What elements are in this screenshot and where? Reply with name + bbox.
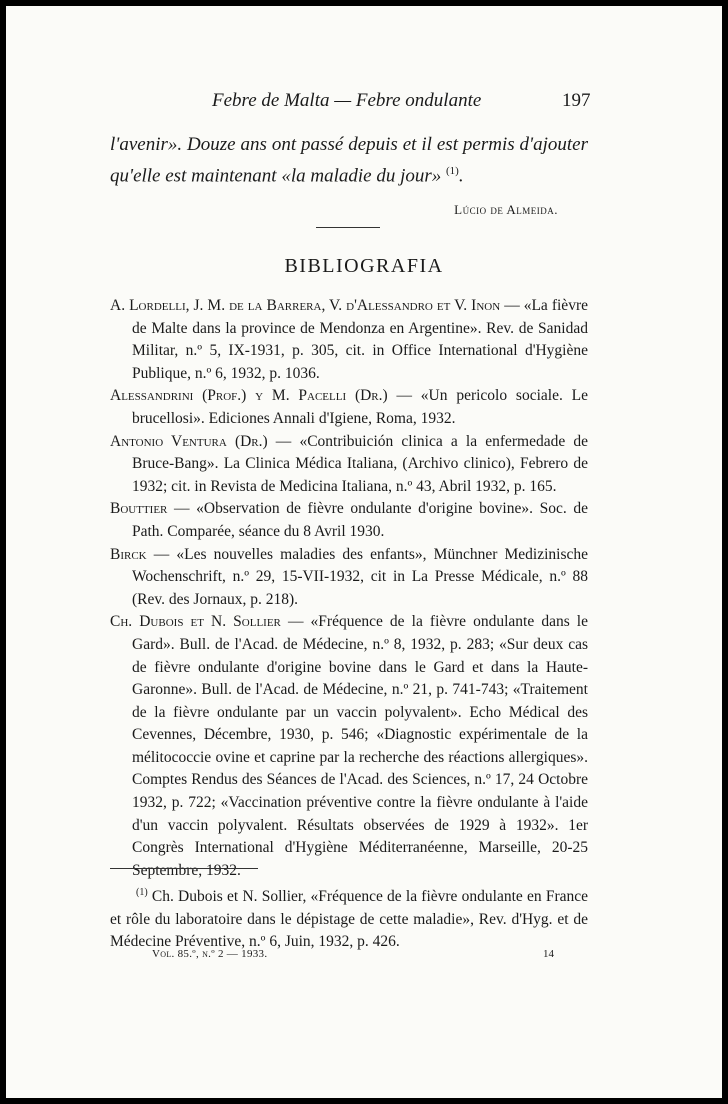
footnote-reference[interactable]: (1) [446, 165, 459, 177]
author-signature: Lúcio de Almeida. [454, 202, 558, 217]
bibliography-list [110, 295, 588, 882]
section-title: BIBLIOGRAFIA [284, 255, 444, 277]
footnote [110, 882, 588, 954]
bibliography-entry [110, 544, 588, 612]
entry-authors: Bouttier [110, 500, 168, 518]
entry-text: — «Fréquence de la fièvre ondulante dans le Gard». Bull. de l'Acad. de Médecine, n.º 8, 1932, p. 283; «Sur deux cas de fièvre ondulante d'origine bovine dans le Gard et dans la Haute-Garonne». Bull. de l'Acad. de Médecine, n.º 21, p. 741-743; «Traitement de la fièvre ondulante par un vaccin polyvalent». Echo Médical des Cevennes, Décembre, 1930, p. 546; «Diagnostic expérimentale de la mélitococcie ovine et caprine par la recherche des réactions allergiques». Comptes Rendus des Séances de l'Acad. des Sciences, n.º 17, 24 Octobre 1932, p. 722; «Vaccination préventive contre la fièvre ondulante à l'aide d'un vaccin polyvalent. Résultats observées de 1929 à 1932». 1er Congrès International d'Hygiène Méditerranéenne, Marseille, 20-25 Septembre, 1932. [132, 613, 588, 879]
footnote-number: (1) [136, 887, 148, 898]
bibliography-entry [110, 611, 588, 882]
running-head-title: Febre de Malta — Febre ondulante [212, 90, 482, 111]
entry-authors: A. Lordelli, J. M. de la Barrera, V. d'Alessandro et V. Inon [110, 297, 501, 314]
bibliography-entry [110, 295, 588, 385]
entry-authors: Birck [110, 545, 147, 563]
bibliography-entry [110, 498, 588, 543]
document-page [6, 6, 722, 1098]
bibliography-entry [110, 431, 588, 499]
entry-authors: Alessandrini (Prof.) y M. Pacelli (Dr.) [110, 387, 388, 405]
entry-authors: Ch. Dubois et N. Sollier [110, 613, 281, 631]
page-number: 197 [562, 90, 591, 111]
bibliography-entry [110, 385, 588, 430]
entry-text: — «Contribuición clinica a la enfermedade de Bruce-Bang». La Clinica Médica Italiana, (Archivo clinico), Febrero de 1932; cit. in Revista de Medicina Italiana, n.º 43, Abril 1932, p. 165. [132, 432, 588, 495]
opening-text: l'avenir». Douze ans ont passé depuis et il est permis d'ajouter qu'elle est maintenant «la maladie du jour» [110, 134, 588, 187]
entry-text: — «La fièvre de Malte dans la province de Mendonza en Argentine». Rev. de Sanidad Militar, n.º 5, IX-1931, p. 305, cit. in Office International d'Hygiène Publique, n.º 6, 1932, p. 1036. [132, 297, 588, 382]
entry-text: — «Un pericolo sociale. Le brucellosi». Ediciones Annali d'Igiene, Roma, 1932. [132, 387, 588, 427]
footnote-divider [110, 868, 258, 869]
entry-text: — «Observation de fièvre ondulante d'origine bovine». Soc. de Path. Comparée, séance du 8 Avril 1930. [132, 500, 588, 540]
section-divider [316, 227, 380, 228]
entry-text: — «Les nouvelles maladies des enfants», Münchner Medizinische Wochenschrift, n.º 29, 15-VII-1932, cit in La Presse Médicale, n.º 88 (Rev. des Jornaux, p. 218). [132, 545, 588, 608]
opening-paragraph [110, 132, 588, 189]
entry-authors: Antonio Ventura (Dr.) [110, 432, 268, 450]
volume-imprint: Vol. 85.º, n.º 2 — 1933. [152, 948, 268, 960]
opening-end: . [458, 165, 464, 187]
printer-signature-mark: 14 [543, 948, 554, 960]
footnote-text: Ch. Dubois et N. Sollier, «Fréquence de la fièvre ondulante en France et rôle du laboratoire dans le dépistage de cette maladie», Rev. d'Hyg. et de Médecine Préventive, n.º 6, Juin, 1932, p. 426. [110, 888, 588, 951]
